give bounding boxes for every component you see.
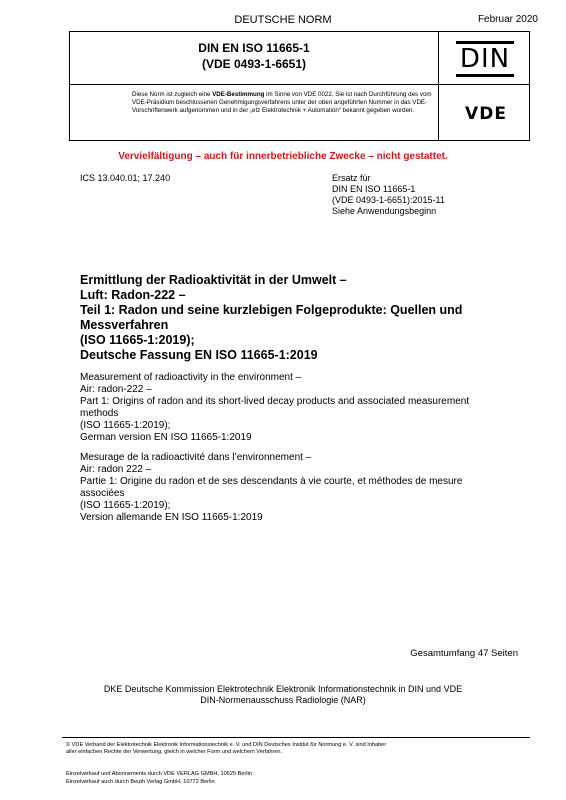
copyright-notice [66, 742, 530, 756]
copy-warning: Vervielfältigung – auch für innerbetriebliche Zwecke – nicht gestattet. [118, 151, 448, 162]
footer-divider [62, 737, 530, 738]
title-line: Deutsche Fassung EN ISO 11665-1:2019 [80, 348, 318, 362]
vde-logo: VDE [465, 104, 507, 124]
title-english [80, 372, 520, 444]
committee-line: DIN-Normenausschuss Radiologie (NAR) [200, 695, 366, 705]
title-german [80, 273, 520, 363]
replaces-line: Ersatz für [332, 173, 371, 183]
norm-type-label: DEUTSCHE NORM [234, 14, 332, 26]
ics-code: ICS 13.040.01; 17.240 [80, 173, 171, 183]
title-line: Air: radon-222 – [80, 384, 152, 395]
title-line: Measurement of radioactivity in the environment – [80, 372, 302, 383]
vde-note: Diese Norm ist zugleich eine VDE-Bestimmung im Sinne von VDE 0022. Sie ist nach Durchführung des vom VDE-Präsidium beschlossenen Genehmigungsverfahrens unter der oben angeführten Nummer in das VDE-Vorschriftenwerk aufgenommen und in der „etz Elektrotechnik + Automation“ bekannt gegeben worden. [132, 91, 432, 114]
header-row-vde [70, 85, 529, 141]
title-line: Air: radon 222 – [80, 464, 152, 475]
replaces-block [332, 173, 445, 217]
standard-number: DIN EN ISO 11665-1 [198, 41, 310, 55]
title-line: Teil 1: Radon und seine kurzlebigen Folgeprodukte: Quellen und [80, 303, 463, 317]
copyright-line: © VDE Verband der Elektrotechnik Elektronik Informationstechnik e. V. und DIN Deutsches Institut für Normung e. V. sind Inhaber [66, 742, 387, 748]
title-line: (ISO 11665-1:2019); [80, 500, 171, 511]
title-line: (ISO 11665-1:2019); [80, 420, 171, 431]
replaces-line: DIN EN ISO 11665-1 [332, 184, 416, 194]
title-line: Mesurage de la radioactivité dans l’environnement – [80, 452, 312, 463]
title-line: (ISO 11665-1:2019); [80, 333, 195, 347]
sales-line: Einzelverkauf auch durch Beuth Verlag GmbH, 10772 Berlin [66, 779, 215, 785]
title-line: Luft: Radon-222 – [80, 288, 186, 302]
title-line: German version EN ISO 11665-1:2019 [80, 432, 252, 443]
copyright-line: aller einfachen Rechte der Verwertung, gleich in welcher Form und welchem Verfahren. [66, 749, 283, 755]
title-french [80, 452, 520, 524]
title-line: associées [80, 488, 125, 499]
vde-number: (VDE 0493-1-6651) [201, 57, 307, 71]
sales-line: Einzelverkauf und Abonnements durch VDE VERLAG GMBH, 10625 Berlin [66, 771, 252, 777]
title-line: methods [80, 408, 119, 419]
committee-block [0, 684, 566, 706]
title-line: Part 1: Origins of radon and its short-lived decay products and associated measurement [80, 396, 470, 407]
replaces-line: Siehe Anwendungsbeginn [332, 206, 437, 216]
committee-line: DKE Deutsche Kommission Elektrotechnik Elektronik Informationstechnik in DIN und VDE [103, 684, 463, 694]
publication-date: Februar 2020 [477, 14, 538, 25]
title-line: Version allemande EN ISO 11665-1:2019 [80, 512, 263, 523]
title-line: Messverfahren [80, 318, 169, 332]
title-line: Ermittlung der Radioaktivität in der Umwelt – [80, 273, 347, 287]
sales-notice [66, 770, 530, 786]
vde-note-cell [70, 85, 439, 141]
header-row-standard [70, 32, 529, 85]
standard-number-cell [70, 32, 439, 84]
title-line: Partie 1: Origine du radon et de ses descendants à vie courte, et méthodes de mesure [80, 476, 463, 487]
header-box [69, 31, 530, 141]
replaces-line: (VDE 0493-1-6651):2015-11 [332, 195, 445, 205]
total-pages: Gesamtumfang 47 Seiten [410, 648, 518, 659]
din-logo: DIN [456, 41, 514, 77]
